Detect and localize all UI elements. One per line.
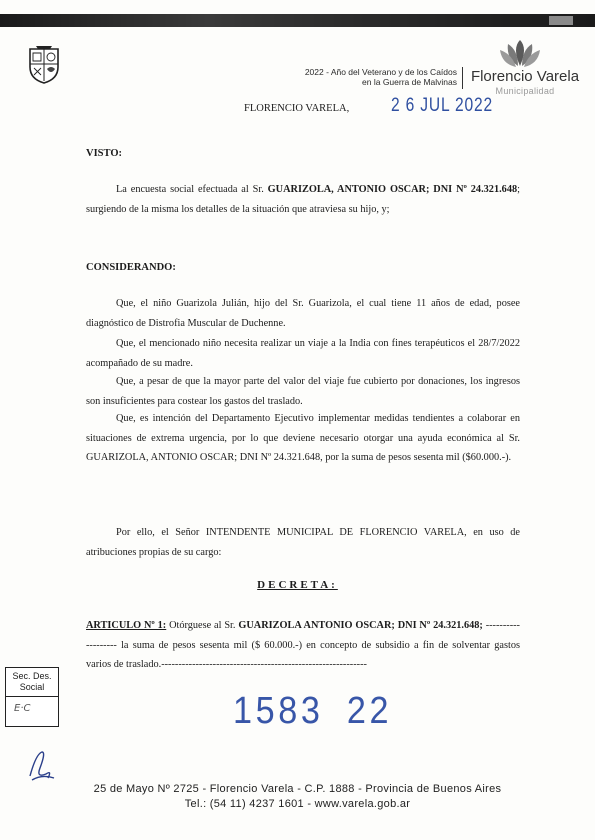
footer-contact: Tel.: (54 11) 4237 1601 - www.varela.gob.ar — [184, 798, 411, 810]
stamp-line-2: Social — [19, 682, 45, 692]
motto-line-1: 2022 - Año del Veterano y de los Caídos — [304, 67, 457, 77]
por-ello-text: Por ello, el Señor INTENDENTE MUNICIPAL DE FLORENCIO VARELA, en uso de atribuciones propias de su cargo: — [86, 527, 520, 558]
por-ello-paragraph — [86, 523, 520, 562]
visto-text-a: La encuesta social efectuada al Sr. — [116, 184, 268, 195]
considerando-paragraph — [86, 372, 520, 411]
visto-person: GUARIZOLA, ANTONIO OSCAR; DNI Nº 24.321.648 — [267, 184, 518, 195]
considerando-heading: CONSIDERANDO: — [86, 262, 176, 273]
decree-year: 22 — [346, 690, 393, 732]
visto-heading: VISTO: — [86, 148, 122, 159]
considerando-text: Que, el mencionado niño necesita realizar un viaje a la India con fines terapéuticos el 28/7/2022 acompañado de su madre. — [86, 338, 520, 369]
footer-address: 25 de Mayo Nº 2725 - Florencio Varela - C.P. 1888 - Provincia de Buenos Aires — [93, 783, 502, 795]
considerando-paragraph — [86, 409, 520, 468]
stamp-handwritten-initials: E·C — [14, 703, 31, 714]
visto-paragraph — [86, 180, 520, 219]
articulo-dashes-1: ------------------- — [86, 620, 520, 651]
logo-subtitle: Municipalidad — [495, 86, 555, 96]
secretaria-stamp — [5, 667, 59, 727]
florencio-varela-logo — [470, 38, 580, 98]
considerando-paragraph — [86, 294, 520, 333]
header-divider — [462, 67, 463, 89]
motto-line-2: en la Guerra de Malvinas — [362, 77, 457, 87]
decree-number: 1583 — [233, 690, 324, 732]
scan-header-band — [0, 14, 595, 27]
stamp-line-1: Sec. Des. — [12, 671, 52, 681]
document-place: FLORENCIO VARELA, — [244, 103, 350, 114]
year-motto — [200, 67, 457, 87]
decreta-text: DECRETA: — [257, 579, 338, 591]
articulo-text-a: Otórguese al Sr. — [166, 620, 239, 631]
municipal-crest-icon — [28, 45, 60, 85]
decree-number-stamp — [233, 690, 392, 733]
articulo-beneficiary: GUARIZOLA ANTONIO OSCAR; DNI Nº 24.321.648; — [238, 620, 483, 631]
considerando-text: Que, a pesar de que la mayor parte del valor del viaje fue cubierto por donaciones, los ingresos son insuficientes para costear los gastos del traslado. — [86, 376, 520, 407]
visto-text-c: ; surgiendo de la misma los detalles de la situación que atraviesa su hijo, y; — [86, 184, 520, 215]
considerando-paragraph — [86, 334, 520, 373]
logo-wordmark: Florencio Varela — [470, 68, 580, 85]
considerando-text: Que, el niño Guarizola Julián, hijo del Sr. Guarizola, el cual tiene 11 años de edad, posee diagnóstico de Distrofia Muscular de Duchenne. — [86, 298, 520, 329]
articulo-1 — [86, 616, 520, 675]
florencio-varela-flower-icon — [498, 38, 542, 70]
date-stamp: 2 6 JUL 2022 — [391, 95, 493, 116]
stamp-title — [6, 668, 58, 697]
articulo-text-b: la suma de pesos sesenta mil ($ 60.000.-) en concepto de subsidio a fin de solventar gastos varios de traslado. — [86, 639, 520, 670]
decreta-heading — [0, 579, 595, 591]
handwritten-signature-icon — [26, 748, 56, 782]
articulo-label: ARTICULO Nº 1: — [86, 620, 167, 631]
considerando-text: Que, es intención del Departamento Ejecutivo implementar medidas tendientes a colaborar en situaciones de extrema urgencia, por lo que deviene necesario otorgar una ayuda económica al Sr. GUARIZOLA, ANTONIO OSCAR; DNI Nº 24.321.648, por la suma de pesos sesenta mil ($60.000.-). — [86, 413, 520, 463]
articulo-dashes-2: ------------------------------------------------------------ — [161, 659, 367, 670]
